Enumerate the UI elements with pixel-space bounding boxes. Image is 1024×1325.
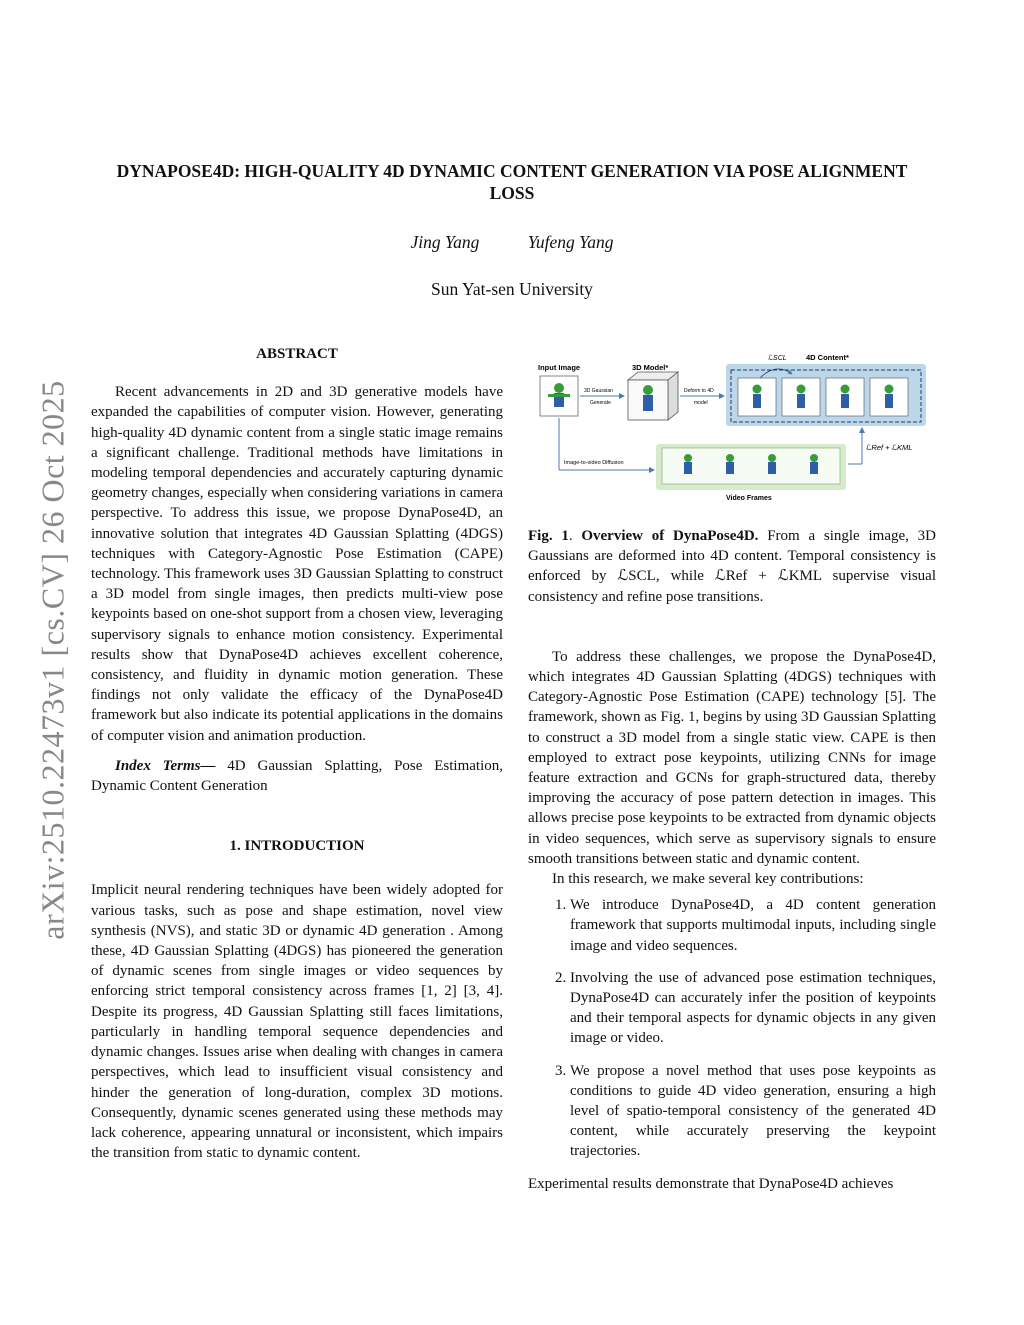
paper-title: DYNAPOSE4D: HIGH-QUALITY 4D DYNAMIC CONTENT GENERATION VIA POSE ALIGNMENT LOSS <box>116 161 908 203</box>
list-item: 1. We introduce DynaPose4D, a 4D content generation framework that supports multimodal inputs, including single image and video sequences. <box>570 895 936 956</box>
affiliation: Sun Yat-sen University <box>431 279 593 299</box>
right-para-1: To address these challenges, we propose the DynaPose4D, which integrates 4D Gaussian Splatting (4DGS) techniques with Category-Agnostic Pose Estimation (CAPE) technology [5]. The framework, shown as Fig. 1, begins by using 3D Gaussian Splatting to construct a 3D model from a single static view. CAPE is then employed to extract pose keypoints, utilizing CNNs for image feature extraction and GCNs for graph-structured data, thereby improving the accuracy of pose pattern detection in images. This allows precise pose keypoints to be extracted from dynamic objects in video sequences, which serve as supervisory signals to ensure smooth transitions between static and dynamic content. <box>528 648 936 867</box>
left-column <box>91 344 503 1163</box>
overview-figure <box>528 352 936 512</box>
scl-label: ℒSCL <box>768 355 787 362</box>
diffusion-label: Image-to-video Diffusion <box>564 460 624 466</box>
abstract-heading: ABSTRACT <box>256 346 338 362</box>
right-final: Experimental results demonstrate that DynaPose4D achieves <box>528 1175 894 1192</box>
author-2: Yufeng Yang <box>527 232 614 252</box>
right-para-2: In this research, we make several key contributions: <box>552 871 864 888</box>
list-item: 3. We propose a novel method that uses pose keypoints as conditions to guide 4D video generation, ensuring a high level of spatio-temporal consistency of the generated 4D content, while accurately preserving the keypoint trajectories. <box>570 1061 936 1162</box>
right-column <box>528 352 936 1194</box>
authors <box>0 232 1024 253</box>
caption-fig-label: Fig. 1 <box>528 528 569 544</box>
overview-diagram <box>528 352 936 512</box>
index-terms-text: 4D Gaussian Splatting, Pose Estimation, Dynamic Content Generation <box>91 757 503 795</box>
intro-text: Implicit neural rendering techniques have been widely adopted for various tasks, such as pose and shape estimation, novel view synthesis (NVS), and static 3D or dynamic 4D generation . Among these, 4D Gaussian Splatting (4DGS) has pioneered the generation of dynamic scenes from single images or video sequences by enforcing strict temporal consistency across frames [1, 2] [3, 4]. Despite its progress, 4D Gaussian Splatting still faces limitations, particularly in handling temporal sequence dependencies and dynamic changes. Issues arise when dealing with changes in camera perspectives, which lead to insufficient visual consistency and hinder the generation of long-duration, complex 3D motions. Consequently, dynamic scenes generated using these methods may lack coherence, appearing unnatural or inconsistent, which impairs the transition from static to dynamic content. <box>91 882 503 1162</box>
gs-label: 3D Gaussian <box>584 388 613 394</box>
arxiv-id: arXiv:2510.22473v1 [cs.CV] 26 Oct 2025 <box>34 380 71 940</box>
loss-label: ℒRef + ℒKML <box>866 443 913 452</box>
video-frames-label: Video Frames <box>726 495 772 502</box>
author-1: Jing Yang <box>410 232 480 252</box>
deform-label-2: model <box>694 400 708 406</box>
gs-label-2: Generate <box>590 400 611 406</box>
right-body <box>528 647 936 1194</box>
input-image-label: Input Image <box>538 363 581 372</box>
intro-heading: 1. INTRODUCTION <box>229 838 365 855</box>
caption-text: From a single image, 3D Gaussians are deformed into 4D content. Temporal consistency is enforced by ℒSCL, while ℒRef + ℒKML supervise visual consistency and refine pose transitions. <box>528 528 936 605</box>
index-terms-label: Index Terms— <box>115 757 216 774</box>
caption-bold: Overview of DynaPose4D. <box>581 528 759 544</box>
index-terms <box>91 756 503 796</box>
model-label: 3D Model* <box>632 363 669 372</box>
4d-content-label: 4D Content* <box>806 353 849 362</box>
abstract-text: Recent advancements in 2D and 3D generative models have expanded the capabilities of computer vision. However, generating high-quality 4D dynamic content from a single static image remains a significant challenge. Traditional methods have limitations in modeling temporal dependencies and accurately capturing dynamic geometry changes, especially when considering variations in camera perspective. To address this issue, we propose DynaPose4D, an innovative solution that integrates 4D Gaussian Splatting (4DGS) techniques with Category-Agnostic Pose Estimation (CAPE) technology. This framework uses 3D Gaussian Splatting to construct a 3D model from single images, then predicts multi-view pose keypoints based on one-shot support from a chosen view, leveraging supervisory signals to enhance motion consistency. Experimental results show that DynaPose4D achieves excellent coherence, consistency, and fluidity in dynamic motion generation. These findings not only validate the efficacy of the DynaPose4D framework but also indicate its potential applications in the domains of computer vision and animation production. <box>91 384 503 744</box>
figure-caption: Fig. 1. Overview of DynaPose4D. From a single image, 3D Gaussians are deformed into 4D content. Temporal consistency is enforced by ℒSCL, while ℒRef + ℒKML supervise visual consistency and refine pose transitions. <box>528 528 936 605</box>
arxiv-stamp <box>8 0 71 1325</box>
contributions-list <box>528 895 936 1161</box>
list-item: 2. Involving the use of advanced pose estimation techniques, DynaPose4D can accurately infer the position of keypoints and their temporal aspects for dynamic objects in any given image or video. <box>570 968 936 1049</box>
deform-label: Deform to 4D <box>684 388 714 394</box>
